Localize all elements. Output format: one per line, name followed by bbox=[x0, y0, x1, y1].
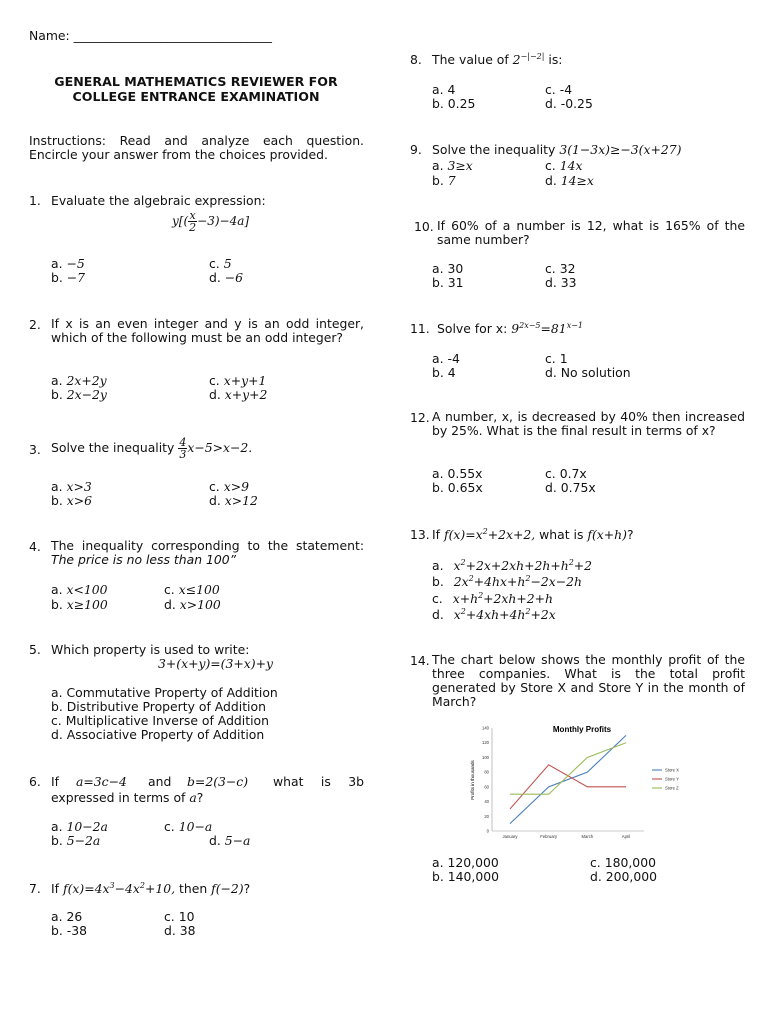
q2-text: If x is an even integer and y is an odd integer, which of the following must be an odd integer? bbox=[51, 316, 364, 345]
chart-legend-label: Store Z bbox=[665, 785, 679, 791]
q13-option-a[interactable]: a. $x^2+2x+2xh+2h+h^2+2$ bbox=[432, 558, 593, 574]
chart-legend-label: Store X bbox=[665, 767, 679, 773]
q1-number: 1. bbox=[29, 193, 41, 208]
monthly-profits-chart bbox=[464, 718, 696, 846]
q7-option-a[interactable]: a. 26 bbox=[51, 909, 83, 924]
chart-title: Monthly Profits bbox=[552, 725, 612, 734]
q5-option-d[interactable]: d. Associative Property of Addition bbox=[51, 727, 265, 742]
chart-series-line bbox=[510, 765, 626, 809]
q14-option-b[interactable]: b. 140,000 bbox=[432, 869, 500, 884]
chart-x-tick-label: April bbox=[621, 834, 631, 839]
q14-option-d[interactable]: d. 200,000 bbox=[590, 869, 658, 884]
q14-option-c[interactable]: c. 180,000 bbox=[590, 855, 656, 870]
q1-text: Evaluate the algebraic expression: bbox=[51, 193, 266, 208]
q10-option-a[interactable]: a. 30 bbox=[432, 261, 464, 276]
q2-option-a[interactable]: a. 2x+2y bbox=[51, 373, 107, 388]
q9-text: Solve the inequality 3(1−3x)≥−3(x+27) bbox=[432, 142, 682, 157]
q9-option-d[interactable]: d. 14≥x bbox=[545, 173, 594, 188]
q11-text: Solve for x: $9^{2x-5}=81^{x-1}$ bbox=[437, 321, 583, 337]
q13-text: If $f(x)=x^2+2x+2$, what is f(x+h)? bbox=[432, 527, 634, 543]
q5-number: 5. bbox=[29, 642, 41, 657]
q8-text: The value of $2^{-|-2|}$ is: bbox=[432, 52, 563, 68]
q8-option-d[interactable]: d. -0.25 bbox=[545, 96, 593, 111]
q10-option-d[interactable]: d. 33 bbox=[545, 275, 577, 290]
q13-number: 13. bbox=[410, 527, 430, 542]
q9-option-c[interactable]: c. 14x bbox=[545, 158, 583, 173]
q12-option-c[interactable]: c. 0.7x bbox=[545, 466, 587, 481]
q1-option-a[interactable]: a. −5 bbox=[51, 256, 85, 271]
q6-option-a[interactable]: a. 10−2a bbox=[51, 819, 108, 834]
chart-y-tick-label: 60 bbox=[484, 784, 489, 790]
q5-option-c[interactable]: c. Multiplicative Inverse of Addition bbox=[51, 713, 269, 728]
q9-number: 9. bbox=[410, 142, 422, 157]
q6-text-and: and bbox=[148, 774, 172, 789]
q12-option-a[interactable]: a. 0.55x bbox=[432, 466, 483, 481]
q7-option-c[interactable]: c. 10 bbox=[164, 909, 195, 924]
q3-text: Solve the inequality $\frac{4}{3}$ x−5>x−2. bbox=[51, 436, 253, 461]
q4-number: 4. bbox=[29, 539, 41, 554]
q1-option-b[interactable]: b. −7 bbox=[51, 270, 86, 285]
q13-option-c[interactable]: c. $x+h^2+2xh+2+h$ bbox=[432, 591, 554, 607]
q7-option-d[interactable]: d. 38 bbox=[164, 923, 196, 938]
q4-text: The inequality corresponding to the statement: The price is no less than 100” bbox=[51, 538, 364, 567]
chart-x-tick-label: February bbox=[540, 834, 558, 839]
q10-option-b[interactable]: b. 31 bbox=[432, 275, 464, 290]
q2-option-d[interactable]: d. x+y+2 bbox=[209, 387, 268, 402]
q6-text-2: expressed in terms of a? bbox=[51, 790, 204, 805]
q11-number: 11. bbox=[410, 321, 430, 336]
q8-option-c[interactable]: c. -4 bbox=[545, 82, 573, 97]
q3-option-b[interactable]: b. x>6 bbox=[51, 493, 93, 508]
q8-number: 8. bbox=[410, 52, 422, 67]
q5-text: Which property is used to write: bbox=[51, 642, 250, 657]
q3-number: 3. bbox=[29, 442, 41, 457]
q8-option-b[interactable]: b. 0.25 bbox=[432, 96, 476, 111]
page-title bbox=[21, 74, 371, 104]
chart-series-line bbox=[510, 735, 626, 823]
q11-option-b[interactable]: b. 4 bbox=[432, 365, 456, 380]
q1-option-c[interactable]: c. 5 bbox=[209, 256, 232, 271]
q10-option-c[interactable]: c. 32 bbox=[545, 261, 576, 276]
q4-option-a[interactable]: a. x<100 bbox=[51, 582, 108, 597]
q12-option-d[interactable]: d. 0.75x bbox=[545, 480, 596, 495]
q6-expr-a: a=3c−4 bbox=[76, 774, 127, 789]
q3-option-d[interactable]: d. x>12 bbox=[209, 493, 258, 508]
chart-y-tick-label: 100 bbox=[482, 754, 489, 760]
q6-option-d[interactable]: d. 5−a bbox=[209, 833, 251, 848]
q10-number: 10. bbox=[414, 219, 434, 234]
instructions: Instructions: Read and analyze each question. Encircle your answer from the choices provided. bbox=[29, 133, 364, 162]
chart-y-tick-label: 120 bbox=[482, 740, 489, 746]
q12-text: A number, x, is decreased by 40% then increased by 25%. What is the final result in terms of x? bbox=[432, 409, 745, 438]
q5-expression: 3+(x+y)=(3+x)+y bbox=[158, 656, 273, 671]
q6-option-b[interactable]: b. 5−2a bbox=[51, 833, 101, 848]
q1-option-d[interactable]: d. −6 bbox=[209, 270, 244, 285]
q2-option-c[interactable]: c. x+y+1 bbox=[209, 373, 267, 388]
q12-option-b[interactable]: b. 0.65x bbox=[432, 480, 483, 495]
q6-text-if: If bbox=[51, 774, 60, 789]
q8-option-a[interactable]: a. 4 bbox=[432, 82, 456, 97]
chart-y-tick-label: 0 bbox=[486, 828, 489, 834]
q14-option-a[interactable]: a. 120,000 bbox=[432, 855, 499, 870]
chart-legend-label: Store Y bbox=[665, 776, 679, 782]
q5-option-b[interactable]: b. Distributive Property of Addition bbox=[51, 699, 266, 714]
q14-number: 14. bbox=[410, 653, 430, 668]
q3-option-a[interactable]: a. x>3 bbox=[51, 479, 92, 494]
q9-option-b[interactable]: b. 7 bbox=[432, 173, 456, 188]
q13-option-d[interactable]: d. $x^2+4xh+4h^2+2x$ bbox=[432, 607, 556, 623]
q7-option-b[interactable]: b. -38 bbox=[51, 923, 88, 938]
q4-option-c[interactable]: c. x≤100 bbox=[164, 582, 220, 597]
q6-number: 6. bbox=[29, 774, 41, 789]
chart-y-tick-label: 80 bbox=[484, 769, 489, 775]
q2-option-b[interactable]: b. 2x−2y bbox=[51, 387, 107, 402]
name-line: Name: ________________________________ bbox=[29, 28, 272, 43]
title-line-1: GENERAL MATHEMATICS REVIEWER FOR bbox=[54, 74, 338, 89]
q3-option-c[interactable]: c. x>9 bbox=[209, 479, 249, 494]
q7-number: 7. bbox=[29, 881, 41, 896]
chart-y-tick-label: 40 bbox=[484, 799, 489, 805]
q12-number: 12. bbox=[410, 410, 430, 425]
q11-option-d[interactable]: d. No solution bbox=[545, 365, 631, 380]
title-line-2: COLLEGE ENTRANCE EXAMINATION bbox=[72, 89, 320, 104]
q7-text: If $f(x)=4x^3-4x^2+10$, then f(−2)? bbox=[51, 881, 251, 897]
chart-x-tick-label: January bbox=[502, 834, 518, 839]
q10-text: If 60% of a number is 12, what is 165% of the same number? bbox=[437, 218, 745, 247]
q4-option-d[interactable]: d. x>100 bbox=[164, 597, 221, 612]
q11-option-a[interactable]: a. -4 bbox=[432, 351, 460, 366]
q1-expression: y[( $\frac{x}{2}$ −3)−4a] bbox=[172, 209, 250, 234]
q9-option-a[interactable]: a. 3≥x bbox=[432, 158, 473, 173]
q4-option-b[interactable]: b. x≥100 bbox=[51, 597, 108, 612]
q5-option-a[interactable]: a. Commutative Property of Addition bbox=[51, 685, 278, 700]
chart-y-tick-label: 140 bbox=[482, 725, 489, 731]
q6-option-c[interactable]: c. 10−a bbox=[164, 819, 213, 834]
q14-text: The chart below shows the monthly profit of the three companies. What is the total profit generated by Store X and Store Y in the month of March? bbox=[432, 652, 745, 709]
q6-expr-b: b=2(3−c) bbox=[187, 774, 249, 789]
chart-x-tick-label: March bbox=[581, 834, 594, 839]
q13-option-b[interactable]: b. $2x^2+4hx+h^2-2x-2h$ bbox=[432, 574, 582, 590]
q2-number: 2. bbox=[29, 317, 41, 332]
chart-y-axis-label: Profits in thousands bbox=[470, 760, 475, 800]
chart-y-tick-label: 20 bbox=[484, 813, 489, 819]
q6-text-what: what is 3b bbox=[273, 774, 364, 789]
q11-option-c[interactable]: c. 1 bbox=[545, 351, 568, 366]
